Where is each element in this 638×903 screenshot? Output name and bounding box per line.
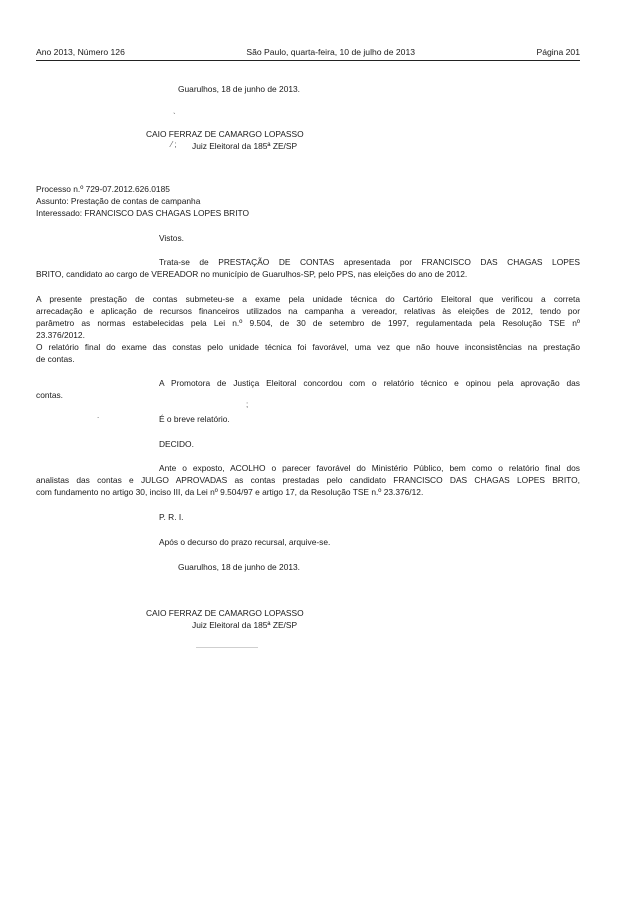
decido: DECIDO. (159, 439, 194, 449)
paragraph-5-line-2: analistas das contas e JULGO APROVADAS as contas prestadas pelo candidato FRANCISCO DAS CHAGAS LOPES BRITO, (36, 475, 580, 485)
paragraph-1-line-2: BRITO, candidato ao cargo de VEREADOR no município de Guarulhos-SP, pelo PPS, nas eleições do ano de 2012. (36, 269, 468, 279)
scan-mark: ` (173, 112, 176, 121)
paragraph-3-line-2: de contas. (36, 354, 75, 364)
paragraph-4-line-2: contas. (36, 390, 64, 400)
paragraph-2-line-4: 23.376/2012. (36, 330, 85, 340)
archive-order: Após o decurso do prazo recursal, arquive-se. (159, 537, 331, 547)
pri: P. R. I. (159, 512, 184, 522)
paragraph-5-line-1: Ante o exposto, ACOLHO o parecer favorável do Ministério Público, bem como o relatório final dos (159, 463, 580, 473)
vistos: Vistos. (159, 233, 184, 243)
case-subject: Assunto: Prestação de contas de campanha (36, 196, 201, 206)
paragraph-3-line-1: O relatório final do exame das constas pelo unidade técnica foi favorável, uma vez que não houve inconsistências na prestação (36, 342, 580, 352)
page-header (36, 47, 580, 61)
header-edition: Ano 2013, Número 126 (36, 47, 125, 57)
case-number: Processo n.º 729-07.2012.626.0185 (36, 184, 170, 194)
scan-mark: ⁄ ; (171, 140, 177, 149)
signature-role-top: Juiz Eleitoral da 185ª ZE/SP (192, 141, 298, 151)
paragraph-2-line-3: parâmetro as normas estabelecidas pela Lei n.º 9.504, de 30 de setembro de 1997, regulamentada pela Resolução TSE nº (36, 318, 580, 328)
top-date: Guarulhos, 18 de junho de 2013. (178, 84, 300, 94)
paragraph-2-line-2: arrecadação e aplicação de recursos financeiros utilizados na campanha a vereador, relativas às eleições de 2012, tendo por (36, 306, 580, 316)
brief-report: É o breve relatório. (159, 414, 230, 424)
signature-role-bottom: Juiz Eleitoral da 185ª ZE/SP (192, 620, 298, 630)
paragraph-4-line-1: A Promotora de Justiça Eleitoral concordou com o relatório técnico e opinou pela aprovação das (159, 378, 580, 388)
paragraph-1-line-1: Trata-se de PRESTAÇÃO DE CONTAS apresentada por FRANCISCO DAS CHAGAS LOPES (159, 257, 580, 267)
scan-artifact-line (196, 647, 258, 648)
header-page-number: Página 201 (536, 47, 580, 57)
paragraph-2-line-1: A presente prestação de contas submeteu-se a exame pela unidade técnica do Cartório Eleitoral que verificou a correta (36, 294, 580, 304)
bottom-date: Guarulhos, 18 de junho de 2013. (178, 562, 300, 572)
signature-name-top: CAIO FERRAZ DE CAMARGO LOPASSO (146, 129, 304, 139)
scan-mark: ; (246, 400, 249, 409)
paragraph-5-line-3: com fundamento no artigo 30, inciso III, da Lei nº 9.504/97 e artigo 17, da Resolução TSE n.º 23.376/12. (36, 487, 424, 497)
scan-mark: . (97, 411, 100, 420)
case-interested-party: Interessado: FRANCISCO DAS CHAGAS LOPES BRITO (36, 208, 250, 218)
signature-name-bottom: CAIO FERRAZ DE CAMARGO LOPASSO (146, 608, 304, 618)
header-date: São Paulo, quarta-feira, 10 de julho de 2013 (246, 47, 416, 57)
